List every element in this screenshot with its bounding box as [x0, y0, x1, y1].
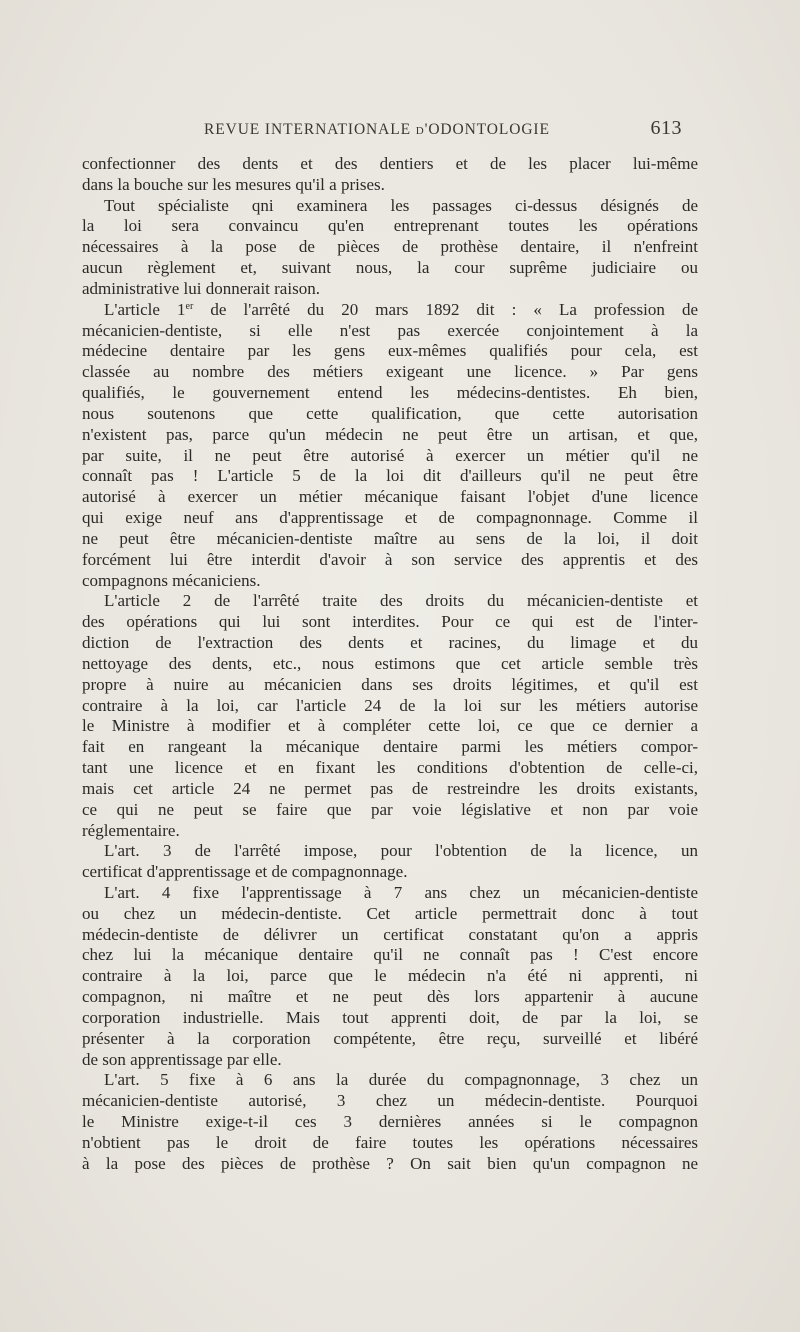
text-line: L'article 2 de l'arrêté traite des droits du mécanicien-dentiste et: [104, 591, 698, 611]
text-line: le Ministre exige-t-il ces 3 dernières années si le compagnon: [82, 1112, 698, 1132]
text-line: ce qui ne peut se faire que par voie législative et non par voie: [82, 799, 698, 819]
text-line: corporation industrielle. Mais tout apprenti doit, de par la loi, se: [82, 1007, 698, 1027]
text-line: aucun règlement et, suivant nous, la cour suprême judiciaire ou: [82, 258, 698, 278]
text-line: L'art. 4 fixe l'apprentissage à 7 ans chez un mécanicien-dentiste: [104, 882, 698, 902]
text-line: par suite, il ne peut être autorisé à exercer un métier qu'il ne: [82, 445, 698, 465]
text-line: nécessaires à la pose de pièces de prothèse dentaire, il n'enfreint: [82, 237, 698, 257]
text-line: présenter à la corporation compétente, être reçu, surveillé et libéré: [82, 1028, 698, 1048]
page-number: 613: [650, 117, 682, 139]
text-line: à la pose des pièces de prothèse ? On sait bien qu'un compagnon ne: [82, 1153, 698, 1173]
text-line: tant une licence et en fixant les conditions d'obtention de celle-ci,: [82, 758, 698, 778]
text-line: confectionner des dents et des dentiers et de les placer lui-même: [82, 154, 698, 173]
text-line: médecine dentaire par les gens eux-mêmes qualifiés pour cela, est: [82, 341, 698, 361]
text-line: connaît pas ! L'article 5 de la loi dit d'ailleurs qu'il ne peut être: [82, 466, 698, 486]
text-line: médecin-dentiste de délivrer un certificat constatant qu'on a appris: [82, 924, 698, 944]
text-line: fait en rangeant la mécanique dentaire parmi les métiers compor-: [82, 737, 698, 757]
text-line: des opérations qui lui sont interdites. Pour ce qui est de l'inter-: [82, 612, 698, 632]
text-line: nous soutenons que cette qualification, que cette autorisation: [82, 403, 698, 423]
text-line: qui exige neuf ans d'apprentissage et de compagnonnage. Comme il: [82, 508, 698, 528]
running-title: REVUE INTERNATIONALE d'ODONTOLOGIE: [204, 121, 550, 138]
text-line: propre à nuire au mécanicien dans ses droits légitimes, et qu'il est: [82, 674, 698, 694]
text-line: L'art. 5 fixe à 6 ans la durée du compagnonnage, 3 chez un: [104, 1070, 698, 1090]
page-header: [82, 117, 682, 141]
body-text: [82, 154, 698, 1175]
text-line: de son apprentissage par elle.: [82, 1049, 282, 1069]
text-line: ne peut être mécanicien-dentiste maître au sens de la loi, il doit: [82, 528, 698, 548]
text-line: ou chez un médecin-dentiste. Cet article permettrait donc à tout: [82, 903, 698, 923]
text-line: qualifiés, le gouvernement entend les médecins-dentistes. Eh bien,: [82, 383, 698, 403]
text-line: n'obtient pas le droit de faire toutes les opérations nécessaires: [82, 1132, 698, 1152]
text-line: compagnons mécaniciens.: [82, 570, 261, 590]
text-line: administrative lui donnerait raison.: [82, 278, 320, 298]
text-line: certificat d'apprentissage et de compagnonnage.: [82, 862, 408, 882]
text-line: L'art. 3 de l'arrêté impose, pour l'obtention de la licence, un: [104, 841, 698, 861]
text-line: classée au nombre des métiers exigeant une licence. » Par gens: [82, 362, 698, 382]
text-line: nettoyage des dents, etc., nous estimons que cet article semble très: [82, 653, 698, 673]
text-line: dans la bouche sur les mesures qu'il a prises.: [82, 174, 385, 194]
text-line: n'existent pas, parce qu'un médecin ne peut être un artisan, et que,: [82, 424, 698, 444]
text-line: mécanicien-dentiste autorisé, 3 chez un médecin-dentiste. Pourquoi: [82, 1091, 698, 1111]
text-line: mécanicien-dentiste, si elle n'est pas exercée conjointement à la: [82, 320, 698, 340]
text-line: contraire à la loi, car l'article 24 de la loi sur les métiers autorise: [82, 695, 698, 715]
text-line: chez lui la mécanique dentaire qu'il ne connaît pas ! C'est encore: [82, 945, 698, 965]
text-line: diction de l'extraction des dents et racines, du limage et du: [82, 633, 698, 653]
text-line: contraire à la loi, parce que le médecin n'a été ni apprenti, ni: [82, 966, 698, 986]
text-line: mais cet article 24 ne permet pas de restreindre les droits existants,: [82, 778, 698, 798]
text-line: compagnon, ni maître et ne peut dès lors appartenir à aucune: [82, 987, 698, 1007]
text-line: Tout spécialiste qni examinera les passages ci-dessus désignés de: [104, 195, 698, 215]
text-line: autorisé à exercer un métier mécanique faisant l'objet d'une licence: [82, 487, 698, 507]
text-line: L'article 1er de l'arrêté du 20 mars 1892 dit : « La profession de: [104, 299, 698, 319]
text-line: la loi sera convaincu qu'en entreprenant toutes les opérations: [82, 216, 698, 236]
text-line: forcément lui être interdit d'avoir à son service des apprentis et des: [82, 549, 698, 569]
text-line: réglementaire.: [82, 820, 180, 840]
text-line: le Ministre à modifier et à compléter cette loi, ce que ce dernier a: [82, 716, 698, 736]
